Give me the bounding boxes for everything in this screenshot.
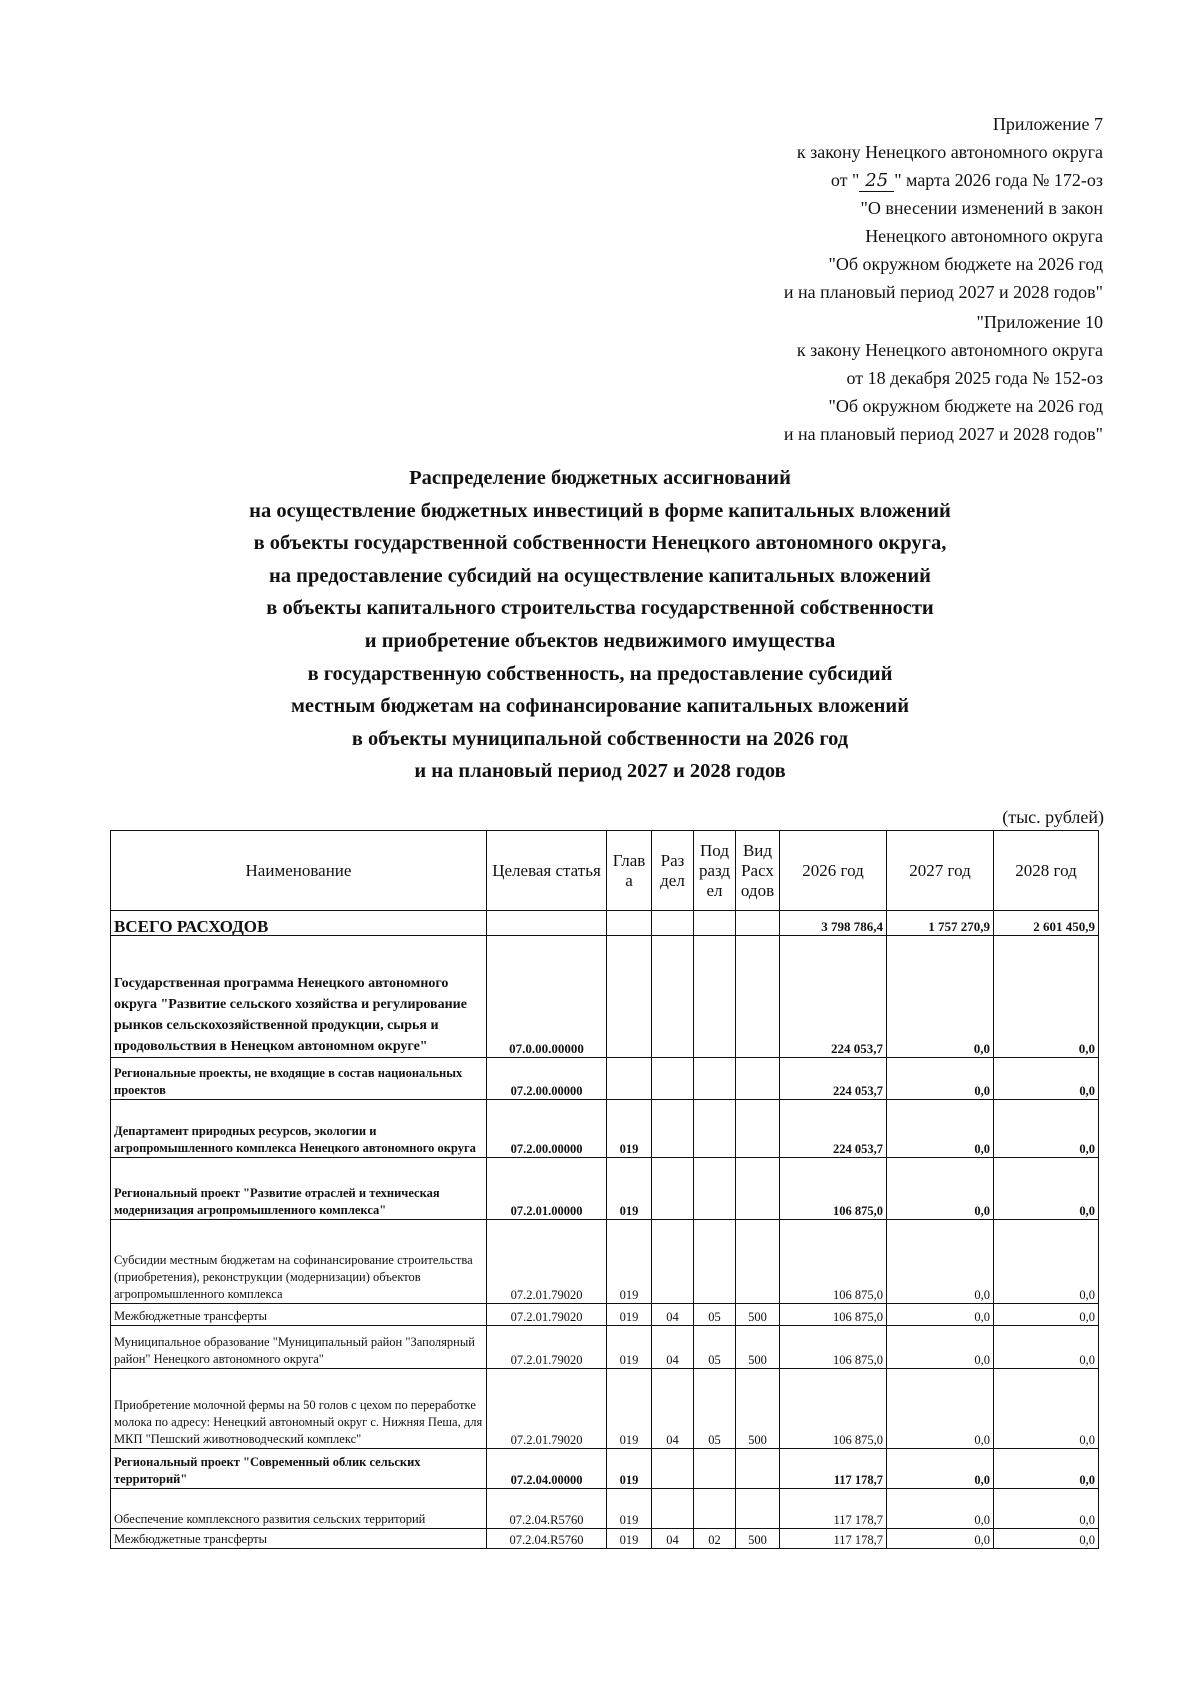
cell-chapter: 019: [607, 1304, 652, 1326]
cell-2026: 106 875,0: [780, 1326, 887, 1369]
cell-expense-type: [736, 1489, 780, 1529]
cell-2026: 117 178,7: [780, 1449, 887, 1489]
budget-table: [110, 830, 1099, 1549]
header-target: Целевая статья: [487, 831, 607, 911]
table-row: [111, 1158, 1099, 1220]
cell-name: Государственная программа Ненецкого автономного округа "Развитие сельского хозяйства и регулирование рынков сельскохозяйственной продукции, сырья и продовольствия в Ненецком автономном округе": [111, 936, 487, 1058]
cell-expense-type: [736, 1449, 780, 1489]
cell-section: [652, 1220, 694, 1304]
table-row: [111, 1220, 1099, 1304]
title-line: в объекты государственной собственности Ненецкого автономного округа,: [253, 532, 947, 555]
cell-subsection: [694, 1449, 736, 1489]
header-subsection: Под разд ел: [694, 831, 736, 911]
appendix-7-line5: Ненецкого автономного округа: [865, 226, 1103, 246]
cell-name: Субсидии местным бюджетам на софинансирование строительства (приобретения), реконструкции (модернизации) объектов агропромышленного комплекса: [111, 1220, 487, 1304]
cell-2026: 117 178,7: [780, 1489, 887, 1529]
cell-chapter: [607, 1058, 652, 1100]
cell-2026: 224 053,7: [780, 1058, 887, 1100]
cell-expense-type: [736, 1100, 780, 1158]
table-row: [111, 911, 1099, 936]
cell-2027: 0,0: [887, 1304, 994, 1326]
cell-2027: 0,0: [887, 1369, 994, 1449]
document-title: [0, 462, 1200, 788]
cell-expense-type: [736, 936, 780, 1058]
cell-name: Межбюджетные трансферты: [111, 1304, 487, 1326]
header-2028: 2028 год: [994, 831, 1099, 911]
cell-2027: 0,0: [887, 1449, 994, 1489]
cell-target: 07.2.01.79020: [487, 1326, 607, 1369]
cell-name: Межбюджетные трансферты: [111, 1529, 487, 1549]
cell-section: 04: [652, 1529, 694, 1549]
table-row: [111, 1489, 1099, 1529]
cell-2027: 0,0: [887, 1529, 994, 1549]
title-line: Распределение бюджетных ассигнований: [409, 467, 791, 489]
date-prefix: от ": [830, 170, 860, 190]
cell-2027: 0,0: [887, 1489, 994, 1529]
cell-chapter: [607, 936, 652, 1058]
cell-section: [652, 1158, 694, 1220]
title-line: в объекты капитального строительства государственной собственности: [266, 597, 934, 620]
table-row: [111, 1369, 1099, 1449]
table-row: [111, 1100, 1099, 1158]
cell-section: [652, 1058, 694, 1100]
cell-chapter: 019: [607, 1489, 652, 1529]
table-row: [111, 936, 1099, 1058]
cell-subsection: [694, 1220, 736, 1304]
cell-section: 04: [652, 1369, 694, 1449]
cell-2028: 0,0: [994, 1369, 1099, 1449]
cell-target: 07.2.04.00000: [487, 1449, 607, 1489]
title-line: и приобретение объектов недвижимого имущества: [364, 629, 836, 652]
cell-subsection: [694, 936, 736, 1058]
table-row: [111, 1058, 1099, 1100]
cell-2028: 0,0: [994, 1158, 1099, 1220]
header-2027: 2027 год: [887, 831, 994, 911]
cell-target: 07.2.01.79020: [487, 1304, 607, 1326]
cell-2028: 0,0: [994, 1489, 1099, 1529]
header-expense-type: Вид Расх одов: [736, 831, 780, 911]
cell-2027: 0,0: [887, 1158, 994, 1220]
cell-subsection: 05: [694, 1369, 736, 1449]
cell-2026: 117 178,7: [780, 1529, 887, 1549]
handwritten-day: 25: [859, 171, 894, 192]
header-name: Наименование: [111, 831, 487, 911]
cell-expense-type: [736, 911, 780, 936]
cell-target: 07.2.01.79020: [487, 1369, 607, 1449]
cell-chapter: [607, 911, 652, 936]
cell-2026: 224 053,7: [780, 1100, 887, 1158]
cell-2028: 2 601 450,9: [994, 911, 1099, 936]
cell-chapter: 019: [607, 1158, 652, 1220]
cell-subsection: [694, 1058, 736, 1100]
cell-subsection: [694, 911, 736, 936]
cell-2028: 0,0: [994, 1529, 1099, 1549]
cell-name: ВСЕГО РАСХОДОВ: [111, 911, 487, 936]
cell-subsection: [694, 1489, 736, 1529]
cell-target: 07.2.04.R5760: [487, 1529, 607, 1549]
cell-section: [652, 1489, 694, 1529]
table-row: [111, 1304, 1099, 1326]
cell-name: Департамент природных ресурсов, экологии и агропромышленного комплекса Ненецкого автономного округа: [111, 1100, 487, 1158]
cell-subsection: 05: [694, 1326, 736, 1369]
cell-expense-type: 500: [736, 1326, 780, 1369]
cell-name: Региональный проект "Развитие отраслей и техническая модернизация агропромышленного комплекса": [111, 1158, 487, 1220]
cell-chapter: 019: [607, 1529, 652, 1549]
title-line: местным бюджетам на софинансирование капитальных вложений: [290, 695, 910, 718]
cell-2028: 0,0: [994, 1220, 1099, 1304]
cell-2027: 0,0: [887, 1220, 994, 1304]
appendix-10-law-ref: к закону Ненецкого автономного округа: [796, 340, 1103, 360]
cell-section: 04: [652, 1326, 694, 1369]
header-chapter: Глав а: [607, 831, 652, 911]
date-suffix: " марта 2026 года № 172-оз: [894, 170, 1103, 190]
cell-expense-type: [736, 1058, 780, 1100]
title-line: на осуществление бюджетных инвестиций в форме капитальных вложений: [249, 499, 951, 522]
cell-section: 04: [652, 1304, 694, 1326]
appendix-7-line4: "О внесении изменений в закон: [860, 198, 1103, 218]
appendix-10-title: "Приложение 10: [976, 312, 1103, 332]
cell-chapter: 019: [607, 1220, 652, 1304]
cell-target: 07.0.00.00000: [487, 936, 607, 1058]
appendix-7-law-ref: к закону Ненецкого автономного округа: [796, 142, 1103, 162]
header-section: Раз дел: [652, 831, 694, 911]
title-line: и на плановый период 2027 и 2028 годов: [414, 760, 786, 783]
cell-subsection: [694, 1100, 736, 1158]
cell-chapter: 019: [607, 1369, 652, 1449]
units-label: (тыс. рублей): [1002, 807, 1104, 827]
cell-2026: 106 875,0: [780, 1304, 887, 1326]
cell-section: [652, 1100, 694, 1158]
cell-section: [652, 936, 694, 1058]
table-row: [111, 1529, 1099, 1549]
cell-2028: 0,0: [994, 1100, 1099, 1158]
cell-2026: 224 053,7: [780, 936, 887, 1058]
appendix-7-line7: и на плановый период 2027 и 2028 годов": [783, 282, 1103, 302]
cell-2026: 3 798 786,4: [780, 911, 887, 936]
cell-target: 07.2.01.00000: [487, 1158, 607, 1220]
cell-expense-type: 500: [736, 1369, 780, 1449]
table-header-row: [111, 831, 1099, 911]
cell-2026: 106 875,0: [780, 1220, 887, 1304]
appendix-10-line4: "Об окружном бюджете на 2026 год: [828, 396, 1103, 416]
appendix-10-line5: и на плановый период 2027 и 2028 годов": [783, 424, 1103, 444]
cell-section: [652, 1449, 694, 1489]
cell-section: [652, 911, 694, 936]
cell-expense-type: 500: [736, 1529, 780, 1549]
appendix-7-date-line: [784, 166, 1103, 194]
appendix-10-header: [784, 308, 1103, 448]
cell-2028: 0,0: [994, 1326, 1099, 1369]
cell-expense-type: 500: [736, 1304, 780, 1326]
cell-target: [487, 911, 607, 936]
cell-2028: 0,0: [994, 1058, 1099, 1100]
cell-2028: 0,0: [994, 936, 1099, 1058]
cell-chapter: 019: [607, 1326, 652, 1369]
appendix-10-date: от 18 декабря 2025 года № 152-оз: [846, 368, 1103, 388]
cell-target: 07.2.00.00000: [487, 1100, 607, 1158]
cell-2027: 0,0: [887, 936, 994, 1058]
cell-2026: 106 875,0: [780, 1158, 887, 1220]
cell-2027: 0,0: [887, 1100, 994, 1158]
table-row: [111, 1326, 1099, 1369]
cell-expense-type: [736, 1220, 780, 1304]
cell-2026: 106 875,0: [780, 1369, 887, 1449]
appendix-7-title: Приложение 7: [992, 114, 1103, 134]
appendix-7-header: [784, 110, 1103, 306]
title-line: в государственную собственность, на предоставление субсидий: [307, 662, 893, 685]
cell-2027: 0,0: [887, 1058, 994, 1100]
cell-subsection: 05: [694, 1304, 736, 1326]
title-line: в объекты муниципальной собственности на 2026 год: [351, 727, 849, 750]
title-line: на предоставление субсидий на осуществление капитальных вложений: [269, 564, 931, 587]
cell-target: 07.2.04.R5760: [487, 1489, 607, 1529]
cell-2028: 0,0: [994, 1304, 1099, 1326]
cell-2027: 0,0: [887, 1326, 994, 1369]
cell-chapter: 019: [607, 1100, 652, 1158]
cell-target: 07.2.01.79020: [487, 1220, 607, 1304]
cell-name: Региональный проект "Современный облик сельских территорий": [111, 1449, 487, 1489]
cell-subsection: 02: [694, 1529, 736, 1549]
cell-target: 07.2.00.00000: [487, 1058, 607, 1100]
cell-2028: 0,0: [994, 1449, 1099, 1489]
cell-name: Муниципальное образование "Муниципальный район "Заполярный район" Ненецкого автономного округа": [111, 1326, 487, 1369]
cell-name: Обеспечение комплексного развития сельских территорий: [111, 1489, 487, 1529]
cell-name: Региональные проекты, не входящие в состав национальных проектов: [111, 1058, 487, 1100]
cell-name: Приобретение молочной фермы на 50 голов с цехом по переработке молока по адресу: Ненецкий автономный округ с. Нижняя Пеша, для МКП "Пешский животноводческий комплекс": [111, 1369, 487, 1449]
header-2026: 2026 год: [780, 831, 887, 911]
cell-subsection: [694, 1158, 736, 1220]
appendix-7-line6: "Об окружном бюджете на 2026 год: [828, 254, 1103, 274]
cell-expense-type: [736, 1158, 780, 1220]
cell-chapter: 019: [607, 1449, 652, 1489]
table-row: [111, 1449, 1099, 1489]
cell-2027: 1 757 270,9: [887, 911, 994, 936]
